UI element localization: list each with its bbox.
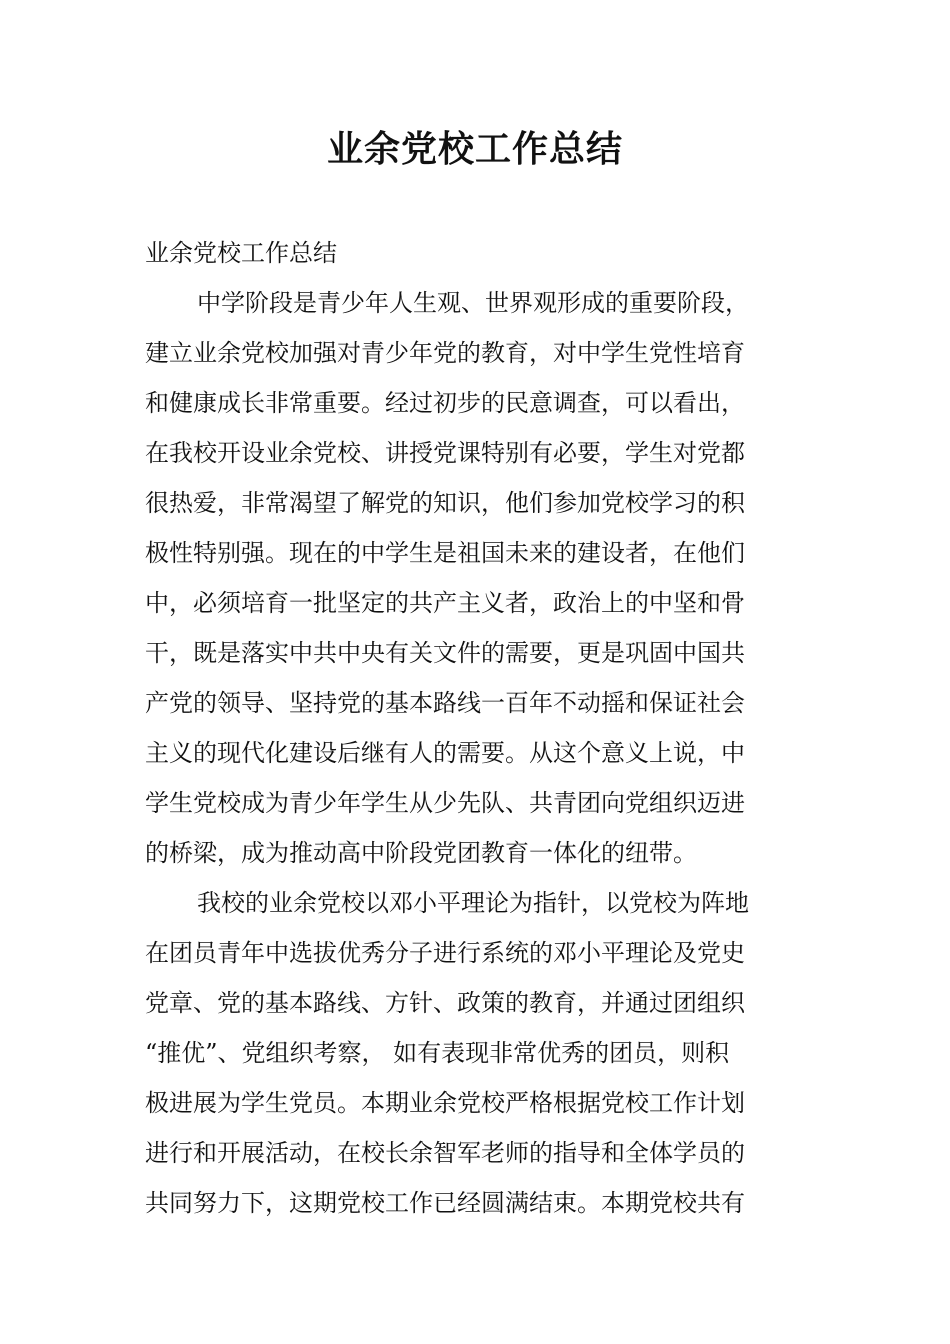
paragraph-1-line-4: 在我校开设业余党校、讲授党课特别有必要，学生对党都 [145, 439, 745, 467]
paragraph-1-line-12: 的桥梁，成为推动高中阶段党团教育一体化的纽带。 [145, 839, 697, 867]
paragraph-1-line-6: 极性特别强。现在的中学生是祖国未来的建设者，在他们 [145, 539, 745, 567]
paragraph-2-line-2: 在团员青年中选拔优秀分子进行系统的邓小平理论及党史 [145, 939, 745, 967]
document-title: 业余党校工作总结 [326, 129, 623, 170]
paragraph-1-line-10: 主义的现代化建设后继有人的需要。从这个意义上说，中 [145, 739, 745, 767]
paragraph-1-line-5: 很热爱，非常渴望了解党的知识，他们参加党校学习的积 [145, 489, 745, 517]
paragraph-2-line-6: 进行和开展活动，在校长余智军老师的指导和全体学员的 [145, 1139, 745, 1167]
paragraph-1-line-7: 中，必须培育一批坚定的共产主义者，政治上的中坚和骨 [145, 589, 745, 617]
paragraph-2-line-4: “推优”、党组织考察， 如有表现非常优秀的团员，则积 [145, 1039, 730, 1067]
subtitle-line: 业余党校工作总结 [145, 239, 337, 267]
paragraph-2-line-5: 极进展为学生党员。本期业余党校严格根据党校工作计划 [145, 1089, 745, 1117]
paragraph-1-line-2: 建立业余党校加强对青少年党的教育，对中学生党性培育 [145, 339, 745, 367]
paragraph-2-line-7: 共同努力下，这期党校工作已经圆满结束。本期党校共有 [145, 1189, 745, 1217]
paragraph-1-line-3: 和健康成长非常重要。经过初步的民意调查，可以看出， [145, 389, 745, 417]
paragraph-1-line-9: 产党的领导、坚持党的基本路线一百年不动摇和保证社会 [145, 689, 745, 717]
paragraph-2-line-3: 党章、党的基本路线、方针、政策的教育，并通过团组织 [145, 989, 745, 1017]
paragraph-2-line-1: 我校的业余党校以邓小平理论为指针，以党校为阵地 [197, 889, 749, 917]
paragraph-1-line-1: 中学阶段是青少年人生观、世界观形成的重要阶段， [197, 289, 749, 317]
paragraph-1-line-11: 学生党校成为青少年学生从少先队、共青团向党组织迈进 [145, 789, 745, 817]
paragraph-1-line-8: 干，既是落实中共中央有关文件的需要，更是巩固中国共 [145, 639, 745, 667]
document-body [145, 228, 807, 1228]
